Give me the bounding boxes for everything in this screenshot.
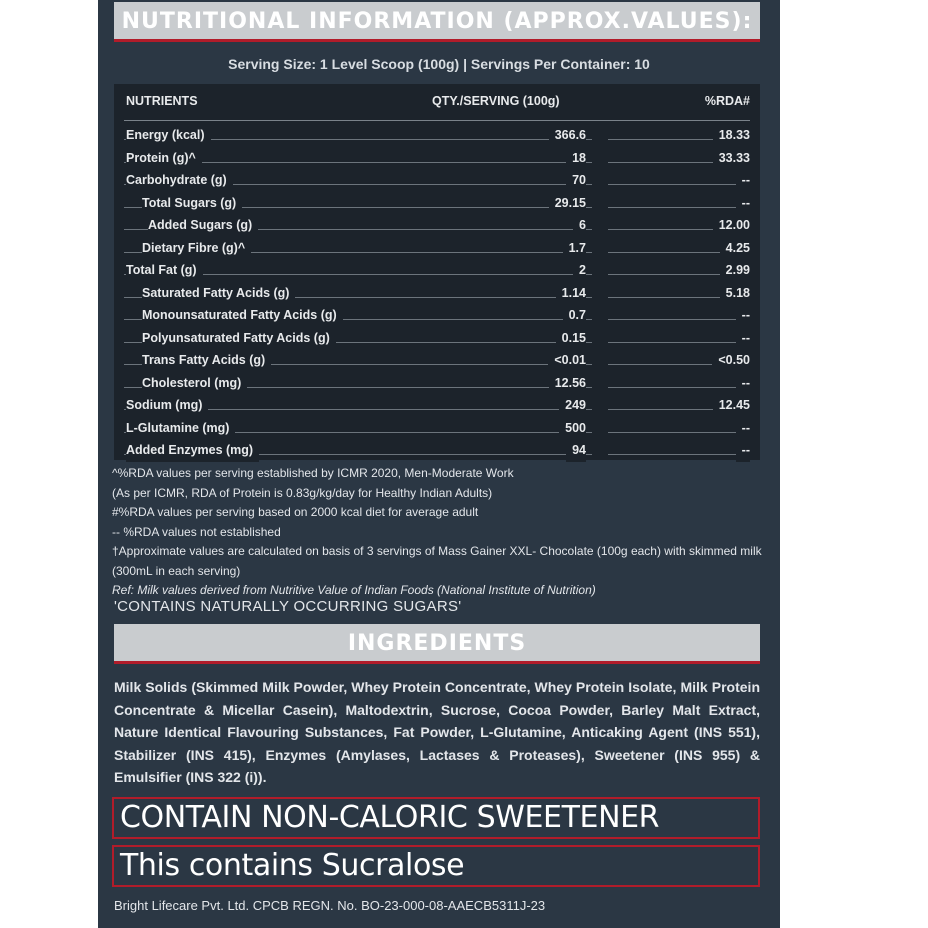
nutrient-rda: --: [736, 372, 750, 395]
table-row: [114, 349, 760, 372]
nutrient-qty: 70: [566, 169, 586, 192]
table-row: [114, 169, 760, 192]
nutrient-rda: 12.00: [713, 214, 750, 237]
footnote-rda-icmr: ^%RDA values per serving established by ICMR 2020, Men-Moderate Work: [112, 466, 514, 480]
table-row: [114, 439, 760, 462]
nutrient-qty: 500: [559, 417, 586, 440]
nutrient-name: Energy (kcal): [126, 124, 211, 147]
nutrient-qty: 6: [573, 214, 586, 237]
leader-line: [608, 207, 750, 208]
nutrient-rda: --: [736, 417, 750, 440]
nutrient-rda: --: [736, 192, 750, 215]
nutrient-qty: 1.7: [563, 237, 586, 260]
header-divider: [124, 120, 750, 121]
footnotes: [112, 464, 762, 601]
nutrient-name: Total Fat (g): [126, 259, 203, 282]
nutrient-rda: 2.99: [720, 259, 750, 282]
nutrient-name: Protein (g)^: [126, 147, 202, 170]
nutrient-qty: <0.01: [548, 349, 586, 372]
nutrient-qty: 29.15: [549, 192, 586, 215]
nutrient-name: Sodium (mg): [126, 394, 208, 417]
naturally-occurring-sugars-note: 'CONTAINS NATURALLY OCCURRING SUGARS': [114, 598, 462, 615]
nutrient-name: Trans Fatty Acids (g): [142, 349, 271, 372]
header-qty-serving: QTY./SERVING (100g): [432, 94, 560, 108]
footnote-approximate-values: †Approximate values are calculated on basis of 3 servings of Mass Gainer XXL- Chocolate (100g each) with skimmed milk (300mL in each serving): [112, 544, 762, 578]
nutrient-name: Total Sugars (g): [142, 192, 242, 215]
table-row: [114, 147, 760, 170]
nutrition-label-panel: [98, 0, 780, 928]
nutrient-qty: 366.6: [549, 124, 586, 147]
leader-line: [608, 184, 750, 185]
sucralose-note: This contains Sucralose: [112, 845, 760, 887]
nutrient-name: Polyunsaturated Fatty Acids (g): [142, 327, 336, 350]
leader-line: [608, 387, 750, 388]
nutrient-name: Monounsaturated Fatty Acids (g): [142, 304, 343, 327]
ingredients-banner: INGREDIENTS: [114, 624, 760, 664]
nutrient-rda: 33.33: [713, 147, 750, 170]
footnote-rda-2000kcal: #%RDA values per serving based on 2000 kcal diet for average adult: [112, 505, 479, 519]
nutrient-rda: 5.18: [720, 282, 750, 305]
nutrient-qty: 2: [573, 259, 586, 282]
nutrient-name: Saturated Fatty Acids (g): [142, 282, 295, 305]
table-row: [114, 304, 760, 327]
table-row: [114, 417, 760, 440]
nutrient-qty: 18: [566, 147, 586, 170]
table-row: [114, 394, 760, 417]
table-row: [114, 124, 760, 147]
nutrient-rda: <0.50: [712, 349, 750, 372]
nutrient-rda: --: [736, 439, 750, 462]
leader-line: [608, 342, 750, 343]
table-row: [114, 237, 760, 260]
nutrient-name: Carbohydrate (g): [126, 169, 233, 192]
footnote-rda-not-established: -- %RDA values not established: [112, 524, 281, 539]
nutrient-qty: 0.7: [563, 304, 586, 327]
header-rda: %RDA#: [704, 94, 750, 108]
nutrient-name: Dietary Fibre (g)^: [142, 237, 251, 260]
leader-line: [608, 454, 750, 455]
nutrient-rda: 4.25: [720, 237, 750, 260]
nutrient-rda: 12.45: [713, 394, 750, 417]
table-row: [114, 214, 760, 237]
serving-info: Serving Size: 1 Level Scoop (100g) | Servings Per Container: 10: [228, 56, 650, 72]
registration-number: Bright Lifecare Pvt. Ltd. CPCB REGN. No. BO-23-000-08-AAECB5311J-23: [114, 898, 546, 913]
nutrient-rda: --: [736, 327, 750, 350]
leader-line: [608, 319, 750, 320]
leader-line: [608, 432, 750, 433]
nutrition-table: [114, 84, 760, 460]
nutrient-qty: 1.14: [556, 282, 586, 305]
nutrient-qty: 12.56: [549, 372, 586, 395]
nutrient-qty: 249: [559, 394, 586, 417]
table-row: [114, 372, 760, 395]
nutrient-rda: 18.33: [713, 124, 750, 147]
ingredients-text: Milk Solids (Skimmed Milk Powder, Whey Protein Concentrate, Whey Protein Isolate, Milk Protein Concentrate & Micellar Casein), Maltodextrin, Sucrose, Cocoa Powder, Barley Malt Extract, Nature Identical Flavouring Substances, Fat Powder, L-Glutamine, Anticaking Agent (INS 551), Stabilizer (INS 415), Enzymes (Amylases, Lactases & Proteases), Sweetener (INS 955) & Emulsifier (INS 322 (i)).: [114, 679, 760, 785]
nutrient-rda: --: [736, 169, 750, 192]
nutrient-name: Cholesterol (mg): [142, 372, 247, 395]
table-row: [114, 327, 760, 350]
nutrition-rows: [114, 124, 760, 462]
footnote-reference: Ref: Milk values derived from Nutritive Value of Indian Foods (National Institute of Nutrition): [112, 583, 596, 597]
nutrient-name: L-Glutamine (mg): [126, 417, 235, 440]
header-nutrients: NUTRIENTS: [126, 94, 198, 108]
nutrient-qty: 94: [566, 439, 586, 462]
nutrient-rda: --: [736, 304, 750, 327]
table-row: [114, 259, 760, 282]
nutrient-name: Added Sugars (g): [148, 214, 258, 237]
table-row: [114, 282, 760, 305]
table-row: [114, 192, 760, 215]
nutrient-name: Added Enzymes (mg): [126, 439, 259, 462]
footnote-protein-rda: (As per ICMR, RDA of Protein is 0.83g/kg/day for Healthy Indian Adults): [112, 485, 493, 500]
nutrient-qty: 0.15: [556, 327, 586, 350]
non-caloric-sweetener-warning: CONTAIN NON-CALORIC SWEETENER: [112, 797, 760, 839]
nutrition-banner: NUTRITIONAL INFORMATION (APPROX.VALUES):: [114, 2, 760, 42]
